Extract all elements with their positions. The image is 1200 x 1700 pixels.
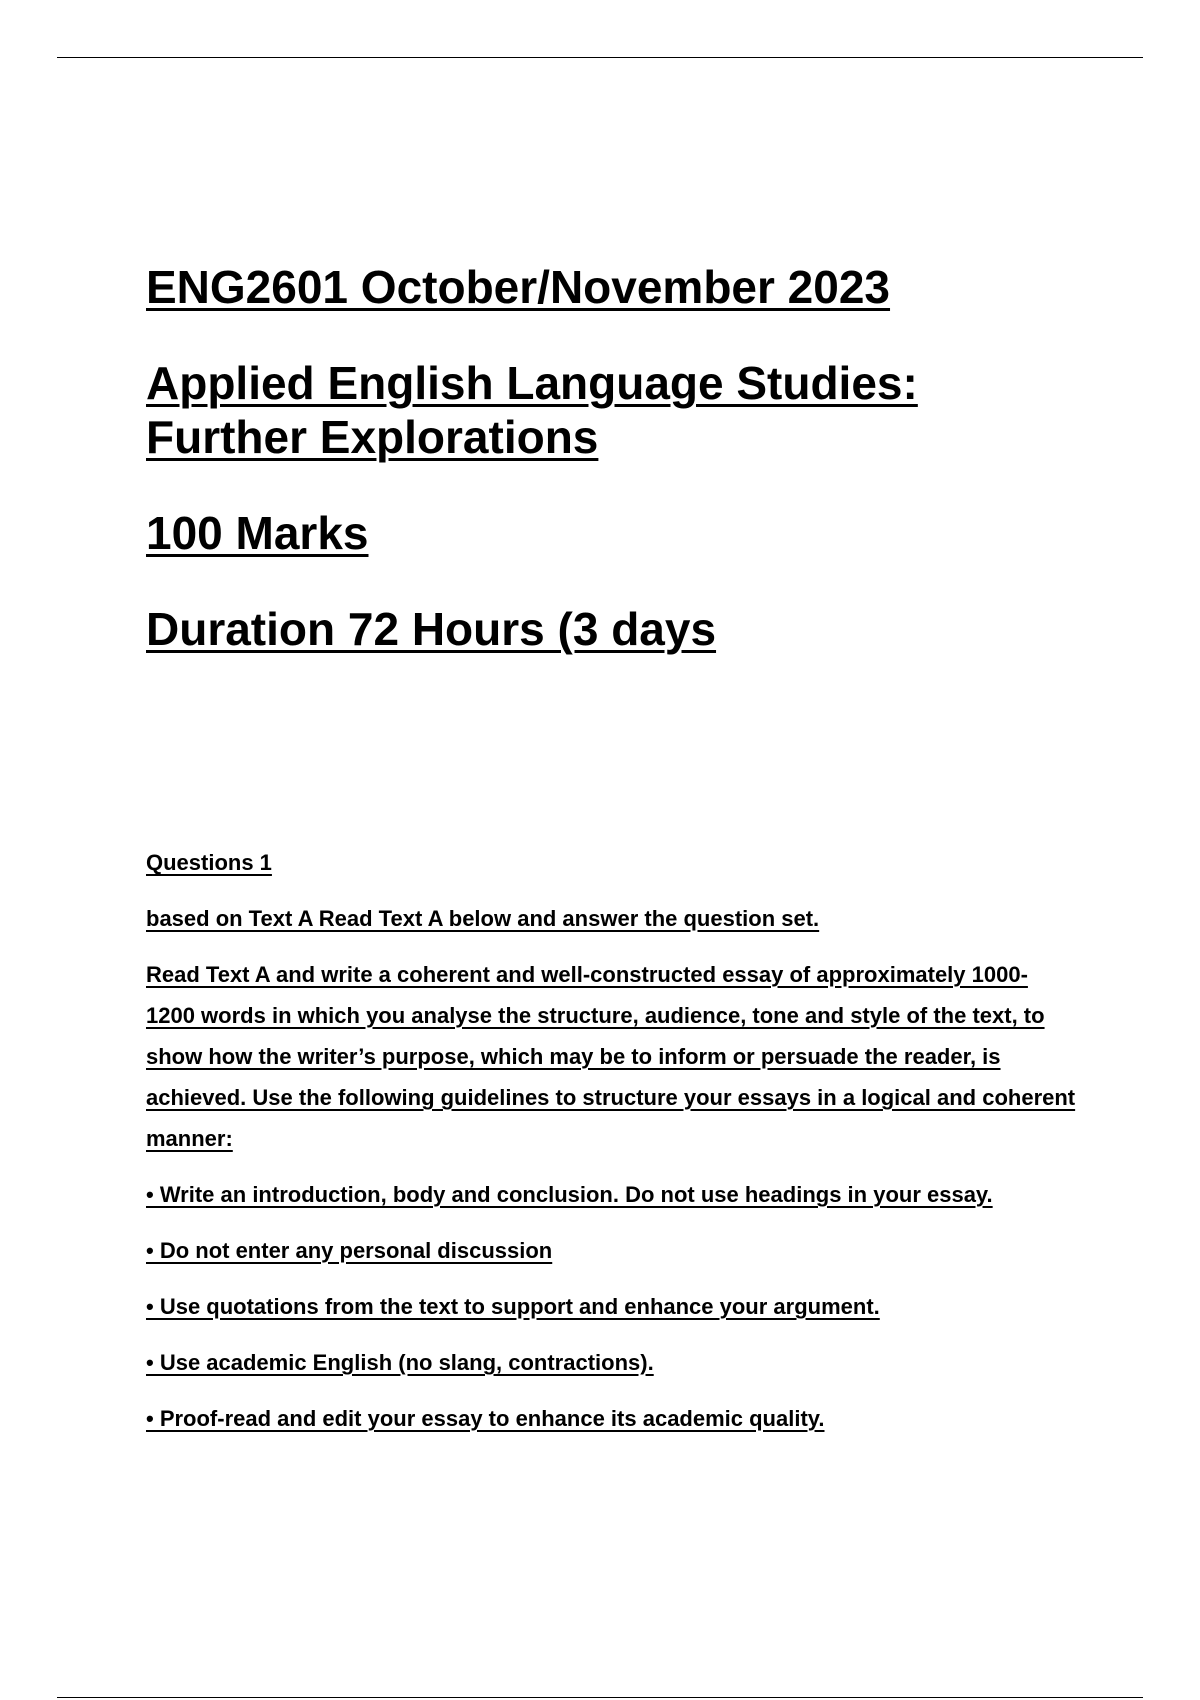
module-title-line-1: Applied English Language Studies: (146, 357, 918, 409)
course-title: ENG2601 October/November 2023 (146, 261, 891, 313)
marks-label: 100 Marks (146, 507, 369, 559)
module-title-line-2: Further Explorations (146, 411, 599, 463)
top-divider (57, 57, 1143, 58)
guideline-item: • Write an introduction, body and conclusion. Do not use headings in your essay. (146, 1182, 993, 1207)
guideline-item: • Do not enter any personal discussion (146, 1238, 553, 1263)
guideline-item: • Use quotations from the text to support and enhance your argument. (146, 1294, 880, 1319)
document-heading (146, 260, 1126, 656)
question-instruction: Read Text A and write a coherent and well-constructed essay of approximately 1000- 1200 words in which you analyse the structure, audience, tone and style of the text, to show how the writer’s purpose, which may be to inform or persuade the reader, is achieved. Use the following guidelines to structure your essays in a logical and coherent manner: (146, 962, 1076, 1151)
duration-label: Duration 72 Hours (3 days (146, 603, 717, 655)
question-heading: Questions 1 (146, 850, 272, 875)
question-intro: based on Text A Read Text A below and answer the question set. (146, 906, 820, 931)
guideline-item: • Use academic English (no slang, contractions). (146, 1350, 654, 1375)
bottom-divider (57, 1697, 1143, 1698)
question-section (146, 842, 1076, 1454)
guideline-item: • Proof-read and edit your essay to enhance its academic quality. (146, 1406, 825, 1431)
